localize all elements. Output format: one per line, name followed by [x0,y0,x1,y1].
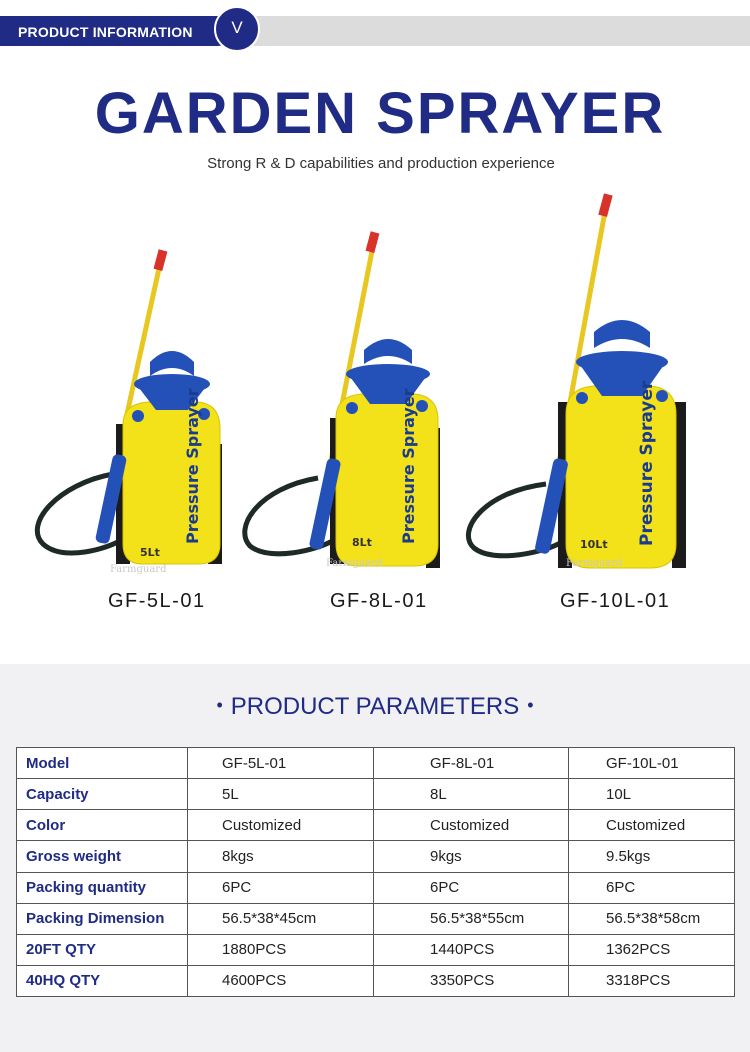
row-label: Gross weight [17,841,188,872]
product-image-8l [238,228,448,574]
table-cell: 9kgs [374,841,569,872]
table-row [17,841,735,872]
table-cell: 6PC [569,872,735,903]
table-cell: 1880PCS [188,934,374,965]
table-row [17,748,735,779]
parameters-table [16,747,735,997]
row-label: Packing quantity [17,872,188,903]
table-cell: 56.5*38*55cm [374,903,569,934]
brand-watermark: Farmguard [326,558,383,569]
table-cell: 3318PCS [569,965,735,996]
banner-label: PRODUCT INFORMATION [18,24,193,40]
table-cell: 6PC [374,872,569,903]
product-model-label: GF-10L-01 [560,590,671,612]
brand-watermark: Farmguard [110,564,167,574]
table-cell: GF-10L-01 [569,748,735,779]
product-gallery [0,180,750,640]
table-cell: GF-8L-01 [374,748,569,779]
sprayer-10l-illustration [462,192,692,574]
product-model-label: GF-5L-01 [108,590,206,612]
capacity-mark: 8Lt [352,536,372,549]
table-cell: 10L [569,779,735,810]
table-cell: GF-5L-01 [188,748,374,779]
table-cell: 8L [374,779,569,810]
table-cell: 6PC [188,872,374,903]
row-label: 40HQ QTY [17,965,188,996]
table-cell: 4600PCS [188,965,374,996]
product-image-10l [462,192,692,574]
table-cell: 1362PCS [569,934,735,965]
table-cell: 5L [188,779,374,810]
sprayer-body-text: Pressure Sprayer [399,388,418,544]
table-cell: Customized [569,810,735,841]
table-row [17,965,735,996]
chevron-down-icon [214,6,260,52]
parameters-title [0,693,750,721]
table-row [17,903,735,934]
table-cell: 8kgs [188,841,374,872]
row-label: Color [17,810,188,841]
product-image-5l [28,244,238,574]
sprayer-body-text: Pressure Sprayer [183,388,202,544]
capacity-mark: 10Lt [580,538,608,551]
bullet-dot-icon: • [216,695,223,715]
row-label: Packing Dimension [17,903,188,934]
page-title: GARDEN SPRAYER [94,81,666,146]
row-label: 20FT QTY [17,934,188,965]
capacity-mark: 5Lt [140,546,160,559]
table-row [17,810,735,841]
sprayer-body-text: Pressure Sprayer [637,380,657,546]
table-cell: 56.5*38*58cm [569,903,735,934]
bullet-dot-icon: • [527,695,534,715]
product-model-label: GF-8L-01 [330,590,428,612]
row-label: Model [17,748,188,779]
table-row [17,934,735,965]
row-label: Capacity [17,779,188,810]
chevron-glyph: V [231,18,243,37]
table-cell: 56.5*38*45cm [188,903,374,934]
brand-watermark: Farmguard [566,558,623,569]
table-cell: 3350PCS [374,965,569,996]
page-subtitle: Strong R & D capabilities and production experience [207,155,555,172]
table-cell: Customized [374,810,569,841]
table-cell: 1440PCS [374,934,569,965]
table-cell: Customized [188,810,374,841]
table-row [17,872,735,903]
table-cell: 9.5kgs [569,841,735,872]
parameters-title-text: PRODUCT PARAMETERS [230,693,520,720]
table-row [17,779,735,810]
sprayer-8l-illustration [238,228,448,574]
sprayer-5l-illustration [28,244,238,574]
